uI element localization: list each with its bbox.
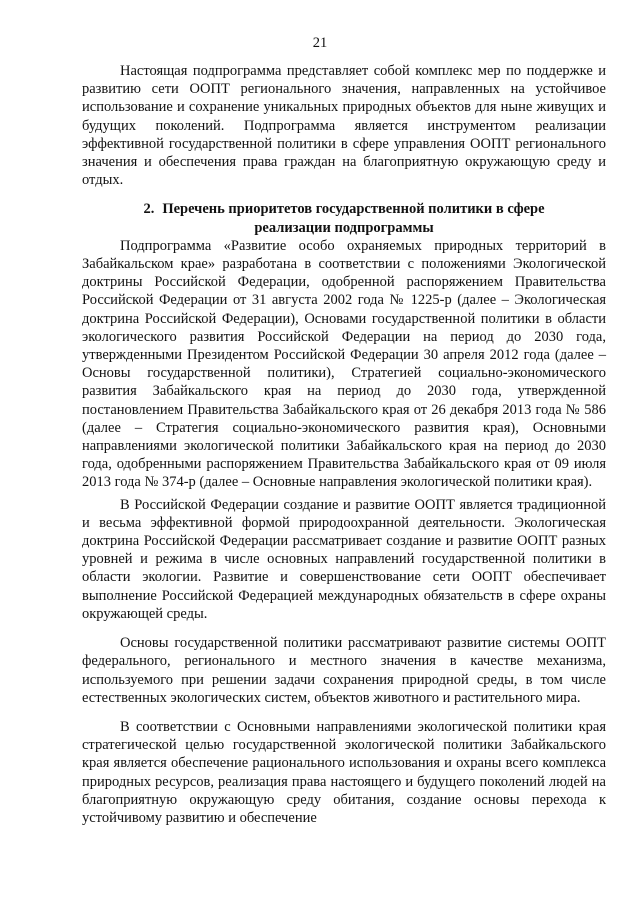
paragraph-foundations: Основы государственной политики рассматривают развитие системы ООПТ федерального, регионального и местного значения в качестве механизма, используемого при решении задачи сохранения природной среды, в том числе естественных экологических систем, объектов животного и растительного мира. (82, 635, 606, 706)
section-number: 2. (143, 201, 155, 218)
paragraph-strategic-goal: В соответствии с Основными направлениями экологической политики края стратегической целью государственной экологической политики Забайкальского края является обеспечение рационального использования и охраны всего комплекса природных ресурсов, реализация права настоящего и будущего поколений людей на благоприятную окружающую среду обитания, создание основы перехода к устойчивому развитию и обеспечение (82, 718, 606, 826)
section-title: Перечень приоритетов государственной политики в сфере реализации подпрограммы (162, 201, 545, 236)
document-body (82, 62, 606, 827)
paragraph-legal-basis: Подпрограмма «Развитие особо охраняемых природных территорий в Забайкальском крае» разработана в соответствии с положениями Экологической доктрины Российской Федерации, одобренной распоряжением Правительства Российской Федерации от 31 августа 2002 года № 1225-р (далее – Экологическая доктрина Российской Федерации), Основами государственной политики в области экологического развития Российской Федерации на период до 2030 года, утвержденными Президентом Российской Федерации 30 апреля 2012 года (далее – Основы государственной политики), Стратегией социально-экономического развития Забайкальского края на период до 2030 года, утвержденной постановлением Правительства Забайкальского края от 26 декабря 2013 года № 586 (далее – Стратегия социально-экономического развития края), Основными направлениями экологической политики Забайкальского края на период до 2030 года, одобренными распоряжением Правительства Забайкальского края от 09 июля 2013 года № 374-р (далее – Основные направления экологической политики края). (82, 237, 606, 491)
page-number: 21 (312, 35, 328, 51)
paragraph-federation: В Российской Федерации создание и развитие ООПТ является традиционной и весьма эффективной формой природоохранной деятельности. Экологическая доктрина Российской Федерации рассматривает создание и развитие ООПТ разных уровней и режима в числе основных направлений государственной политики в области экологии. Развитие и совершенствование сети ООПТ обеспечивает выполнение Российской Федерацией международных обязательств в сфере охраны окружающей среды. (82, 496, 606, 622)
intro-paragraph: Настоящая подпрограмма представляет собой комплекс мер по поддержке и развитию сети ООПТ регионального значения, направленных на устойчивое использование и сохранение уникальных природных объектов для ныне живущих и будущих поколений. Подпрограмма является инструментом реализации эффективной государственной политики в сфере управления ООПТ регионального значения и обеспечения права граждан на благоприятную окружающую среду и отдых. (82, 63, 606, 189)
section-heading (82, 200, 606, 236)
